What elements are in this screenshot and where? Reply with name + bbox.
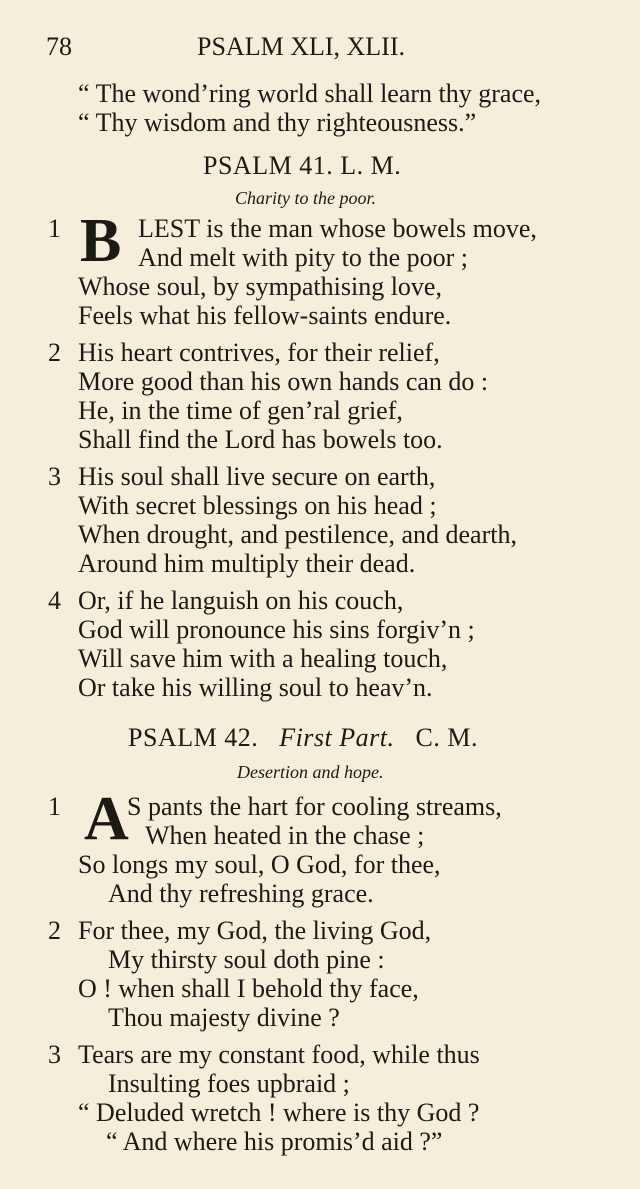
verse-line: With secret blessings on his head ;: [78, 491, 437, 520]
drop-cap: B: [80, 207, 122, 275]
stanza-number: 1: [48, 214, 61, 243]
psalm-42-number: PSALM 42.: [128, 723, 259, 752]
psalm-41-title: PSALM 41. L. M.: [203, 151, 402, 180]
verse-line: Shall find the Lord has bowels too.: [78, 425, 443, 454]
psalm-42-title: [128, 723, 478, 753]
verse-line: LEST is the man whose bowels move,: [138, 214, 537, 243]
stanza-number: 4: [48, 586, 61, 615]
psalm-42-part: First Part.: [279, 723, 395, 752]
verse-line: Whose soul, by sympathising love,: [78, 272, 442, 301]
stanza-number: 1: [48, 792, 61, 821]
verse-line: He, in the time of gen’ral grief,: [78, 396, 403, 425]
carryover-line: “ Thy wisdom and thy righteousness.”: [78, 108, 477, 137]
verse-line: Thou majesty divine ?: [108, 1003, 340, 1032]
verse-line: Or take his willing soul to heav’n.: [78, 673, 433, 702]
verse-line: Feels what his fellow-saints endure.: [78, 301, 452, 330]
verse-line: And melt with pity to the poor ;: [138, 243, 469, 272]
stanza-number: 2: [48, 916, 61, 945]
verse-line: His heart contrives, for their relief,: [78, 338, 440, 367]
verse-line: Around him multiply their dead.: [78, 549, 416, 578]
running-title: PSALM XLI, XLII.: [197, 32, 405, 61]
verse-line: Tears are my constant food, while thus: [78, 1040, 480, 1069]
verse-line: “ And where his promis’d aid ?”: [106, 1127, 443, 1156]
verse-line: My thirsty soul doth pine :: [108, 945, 385, 974]
page-number: 78: [46, 32, 72, 61]
stanza-number: 3: [48, 1040, 61, 1069]
carryover-line: “ The wond’ring world shall learn thy grace,: [78, 79, 542, 108]
psalm-42-subtitle: Desertion and hope.: [237, 762, 384, 782]
stanza-number: 3: [48, 462, 61, 491]
verse-line: God will pronounce his sins forgiv’n ;: [78, 615, 475, 644]
verse-line: More good than his own hands can do :: [78, 367, 489, 396]
verse-line: Will save him with a healing touch,: [78, 644, 448, 673]
verse-line: O ! when shall I behold thy face,: [78, 974, 419, 1003]
psalm-41-subtitle: Charity to the poor.: [235, 188, 377, 208]
verse-line: Insulting foes upbraid ;: [108, 1069, 350, 1098]
verse-line: “ Deluded wretch ! where is thy God ?: [78, 1098, 480, 1127]
psalm-42-meter: C. M.: [415, 723, 478, 752]
verse-line: And thy refreshing grace.: [108, 879, 374, 908]
verse-line: S pants the hart for cooling streams,: [127, 792, 502, 821]
stanza-number: 2: [48, 338, 61, 367]
verse-line: His soul shall live secure on earth,: [78, 462, 436, 491]
verse-line: For thee, my God, the living God,: [78, 916, 432, 945]
verse-line: When drought, and pestilence, and dearth,: [78, 520, 517, 549]
verse-line: When heated in the chase ;: [145, 821, 425, 850]
drop-cap: A: [84, 785, 129, 853]
verse-line: Or, if he languish on his couch,: [78, 586, 404, 615]
verse-line: So longs my soul, O God, for thee,: [78, 850, 441, 879]
